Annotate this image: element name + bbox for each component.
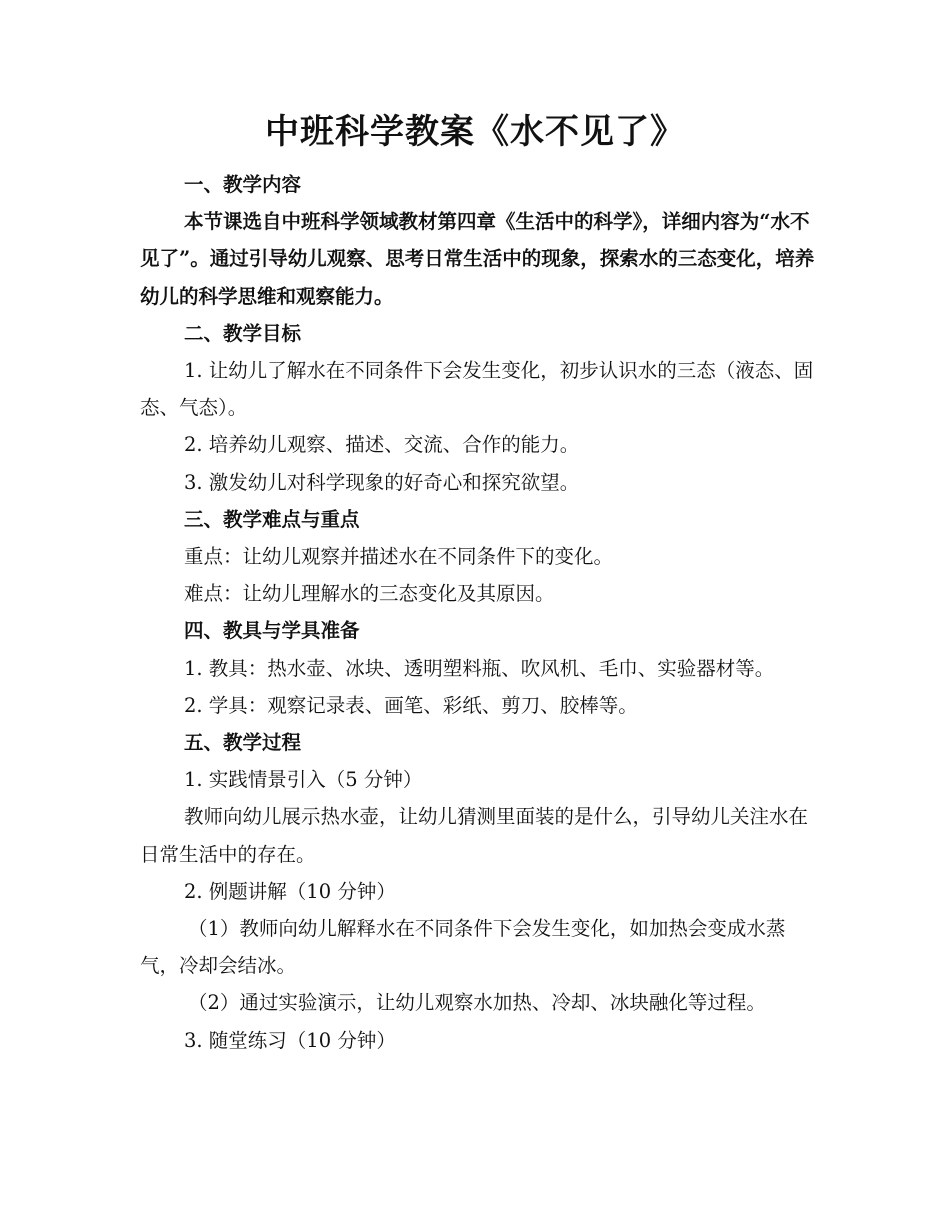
teaching-content-paragraph: 本节课选自中班科学领域教材第四章《生活中的科学》，详细内容为“水不见了”。通过引导幼儿观察、思考日常生活中的现象，探索水的三态变化，培养幼儿的科学思维和观察能力。 xyxy=(140,210,815,308)
process-step-2-subitem-2: （2）通过实验演示，让幼儿观察水加热、冷却、冰块融化等过程。 xyxy=(188,991,766,1015)
process-step-2: 2. 例题讲解（10 分钟） xyxy=(184,879,396,903)
goal-item-3: 3. 激发幼儿对科学现象的好奇心和探究欲望。 xyxy=(184,470,580,494)
document-body xyxy=(140,166,820,1059)
section-heading-1: 一、教学内容 xyxy=(184,173,302,196)
process-step-3: 3. 随堂练习（10 分钟） xyxy=(184,1028,396,1052)
section-heading-2: 二、教学目标 xyxy=(184,321,302,345)
teaching-tools-item: 1. 教具：热水壶、冰块、透明塑料瓶、吹风机、毛巾、实验器材等。 xyxy=(184,656,775,680)
process-step-2-subitem-1: （1）教师向幼儿解释水在不同条件下会发生变化，如加热会变成水蒸气，冷却会结冰。 xyxy=(140,917,786,978)
difficult-point-paragraph: 难点：让幼儿理解水的三态变化及其原因。 xyxy=(184,582,555,606)
process-step-1-description: 教师向幼儿展示热水壶，让幼儿猜测里面装的是什么，引导幼儿关注水在日常生活中的存在。 xyxy=(140,805,809,866)
goal-item-1: 1. 让幼儿了解水在不同条件下会发生变化，初步认识水的三态（液态、固态、气态）。 xyxy=(140,359,814,420)
process-step-1: 1. 实践情景引入（5 分钟） xyxy=(184,768,423,792)
section-heading-4: 四、教具与学具准备 xyxy=(184,619,360,643)
learning-tools-item: 2. 学具：观察记录表、画笔、彩纸、剪刀、胶棒等。 xyxy=(184,693,638,717)
section-heading-3: 三、教学难点与重点 xyxy=(184,507,360,531)
goal-item-2: 2. 培养幼儿观察、描述、交流、合作的能力。 xyxy=(184,433,580,457)
key-point-paragraph: 重点：让幼儿观察并描述水在不同条件下的变化。 xyxy=(184,545,614,569)
document-title: 中班科学教案《水不见了》 xyxy=(265,112,685,152)
section-heading-5: 五、教学过程 xyxy=(184,731,302,755)
